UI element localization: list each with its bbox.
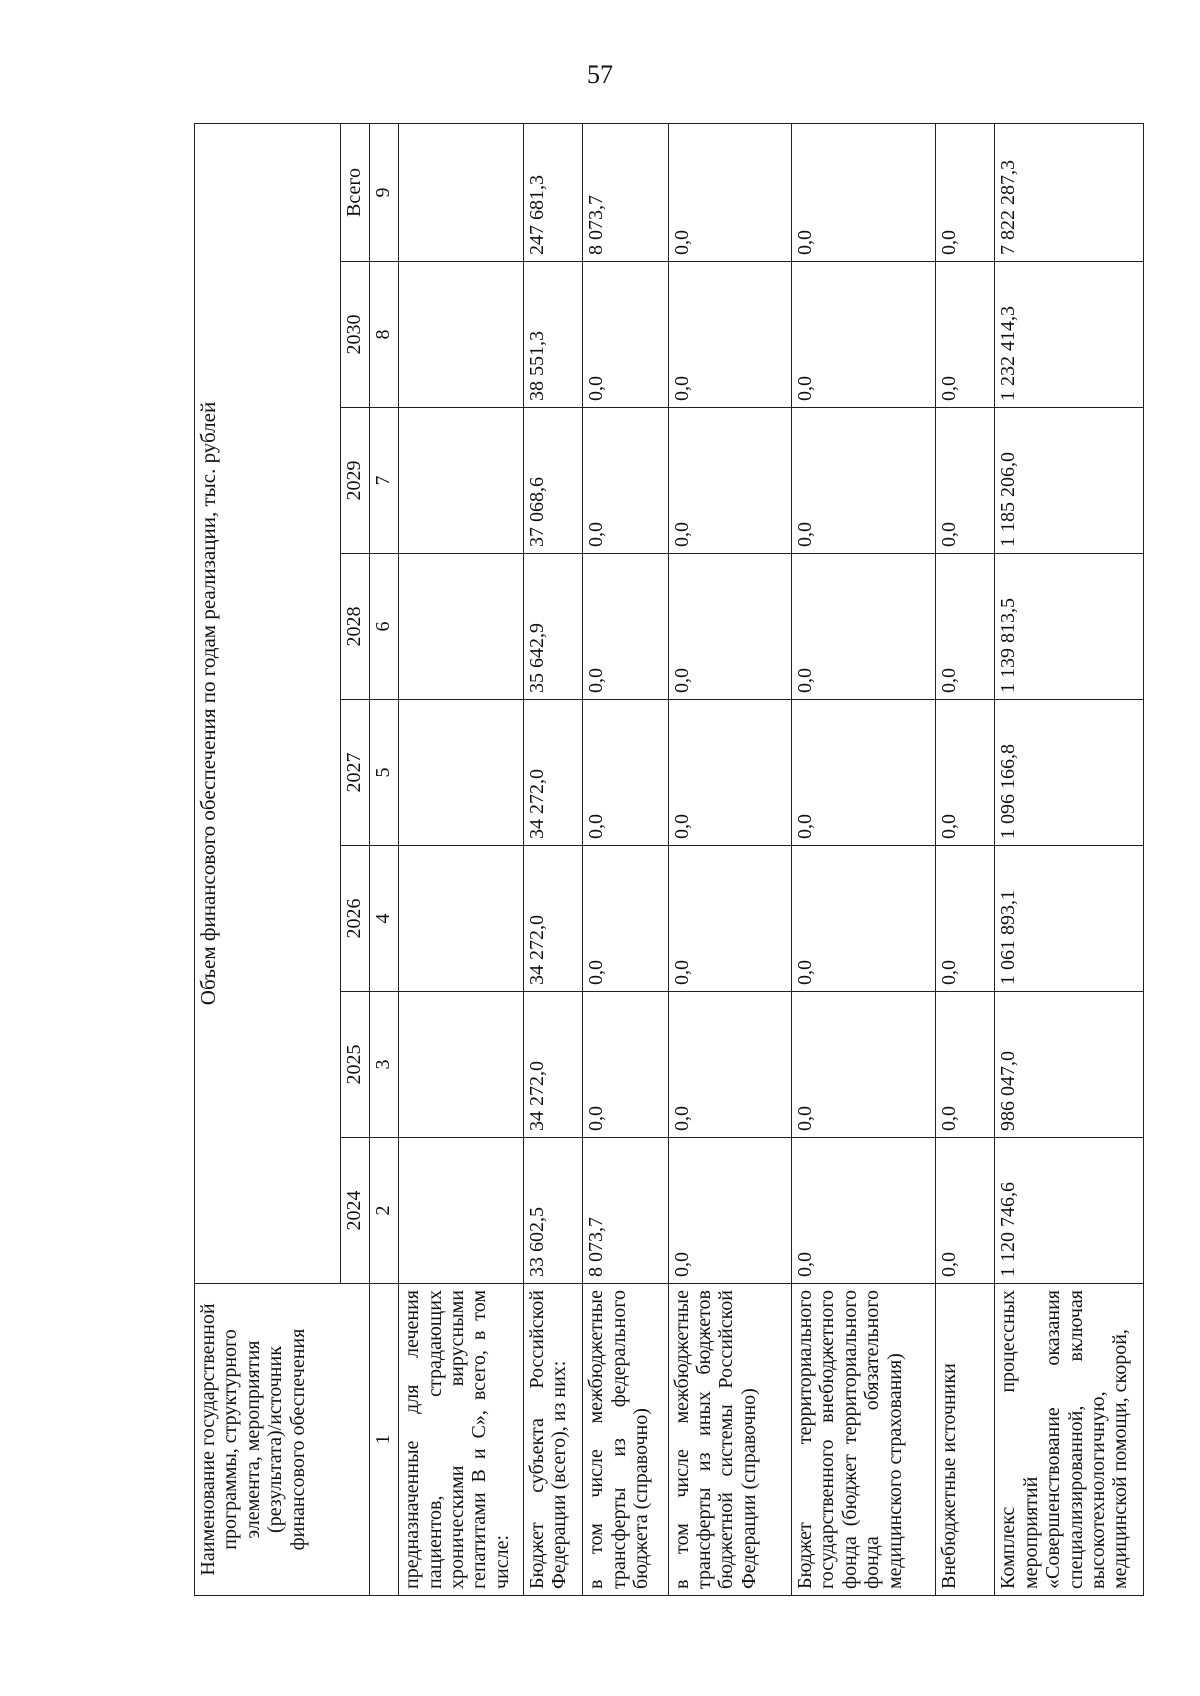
value-cell: 0,0: [583, 700, 668, 846]
table-row: [523, 123, 583, 1595]
value-cell: 986 047,0: [995, 992, 1144, 1138]
value-cell: 0,0: [583, 992, 668, 1138]
row-name: предназначенные для лечения пациентов, страдающих хроническими вирусными гепатитами В и С», всего, в том числе:: [399, 1284, 524, 1596]
column-number: 6: [370, 554, 399, 700]
value-cell: 0,0: [935, 262, 995, 408]
financing-table: [194, 123, 1144, 1596]
value-cell-total: 7 822 287,3: [995, 123, 1144, 261]
value-cell: 0,0: [668, 1138, 792, 1284]
year-cell: 2030: [340, 262, 369, 408]
value-cell: 0,0: [668, 992, 792, 1138]
value-cell-total: 0,0: [935, 123, 995, 261]
value-cell: 1 061 893,1: [995, 846, 1144, 992]
value-cell: 0,0: [583, 846, 668, 992]
value-cell: 0,0: [935, 408, 995, 554]
value-cell: 0,0: [935, 700, 995, 846]
rotated-table-container: [194, 124, 1144, 1596]
value-cell: 1 096 166,8: [995, 700, 1144, 846]
table-row: [935, 123, 995, 1595]
column-number: 1: [370, 1284, 399, 1596]
value-cell: 0,0: [583, 262, 668, 408]
year-cell: 2026: [340, 846, 369, 992]
value-cell: 0,0: [935, 846, 995, 992]
value-cell: 0,0: [792, 554, 936, 700]
value-cell: [399, 846, 524, 992]
column-number: 8: [370, 262, 399, 408]
value-cell: 0,0: [583, 554, 668, 700]
value-cell: 0,0: [668, 700, 792, 846]
value-cell: 37 068,6: [523, 408, 583, 554]
row-name: Комплекс процессных мероприятий «Совершенствование оказания специализированной, включая высокотехнологичную, медицинской помощи, скорой,: [995, 1284, 1144, 1596]
value-cell: [399, 262, 524, 408]
value-cell: 34 272,0: [523, 992, 583, 1138]
value-cell: 0,0: [792, 1138, 936, 1284]
header-span-cell: Объем финансового обеспечения по годам реализации, тыс. рублей: [195, 123, 341, 1283]
value-cell: 0,0: [792, 262, 936, 408]
table-row: [792, 123, 936, 1595]
value-cell: 1 120 746,6: [995, 1138, 1144, 1284]
column-number: 7: [370, 408, 399, 554]
row-name: Бюджет территориального государственного внебюджетного фонда (бюджет территориального фонда обязательного медицинского страхования): [792, 1284, 936, 1596]
year-cell: 2027: [340, 700, 369, 846]
value-cell: 0,0: [935, 1138, 995, 1284]
year-cell: 2029: [340, 408, 369, 554]
year-cell: 2028: [340, 554, 369, 700]
value-cell: 0,0: [792, 992, 936, 1138]
value-cell: 0,0: [668, 408, 792, 554]
value-cell: 38 551,3: [523, 262, 583, 408]
value-cell: 33 602,5: [523, 1138, 583, 1284]
year-cell: 2024: [340, 1138, 369, 1284]
value-cell: 0,0: [935, 554, 995, 700]
value-cell-total: 0,0: [792, 123, 936, 261]
table-row: [399, 123, 524, 1595]
table-row: [583, 123, 668, 1595]
column-number: 5: [370, 700, 399, 846]
value-cell: 1 139 813,5: [995, 554, 1144, 700]
page-number: 57: [587, 60, 613, 89]
row-name: в том числе межбюджетные трансферты из федерального бюджета (справочно): [583, 1284, 668, 1596]
row-name: в том числе межбюджетные трансферты из иных бюджетов бюджетной системы Российской Федерации (справочно): [668, 1284, 792, 1596]
value-cell: 0,0: [668, 262, 792, 408]
value-cell: 0,0: [668, 846, 792, 992]
value-cell: [399, 554, 524, 700]
row-name: Внебюджетные источники: [935, 1284, 995, 1596]
value-cell: [399, 408, 524, 554]
column-number: 4: [370, 846, 399, 992]
year-cell-total: Всего: [340, 123, 369, 261]
value-cell: 35 642,9: [523, 554, 583, 700]
value-cell: 0,0: [583, 408, 668, 554]
header-row: [195, 123, 341, 1595]
column-number: 2: [370, 1138, 399, 1284]
column-number: 3: [370, 992, 399, 1138]
value-cell-total: 0,0: [668, 123, 792, 261]
value-cell: 8 073,7: [583, 1138, 668, 1284]
value-cell: 0,0: [935, 992, 995, 1138]
header-name-cell: Наименование государственной программы, структурного элемента, мероприятия (результата)/источник финансового обеспечения: [195, 1284, 370, 1596]
value-cell: 0,0: [668, 554, 792, 700]
value-cell-total: 247 681,3: [523, 123, 583, 261]
year-cell: 2025: [340, 992, 369, 1138]
value-cell: 34 272,0: [523, 700, 583, 846]
value-cell-total: 8 073,7: [583, 123, 668, 261]
row-name: Бюджет субъекта Российской Федерации (всего), из них:: [523, 1284, 583, 1596]
column-numbers-row: [370, 123, 399, 1595]
value-cell: 0,0: [792, 408, 936, 554]
value-cell: 0,0: [792, 700, 936, 846]
table-row: [995, 123, 1144, 1595]
value-cell: 1 185 206,0: [995, 408, 1144, 554]
value-cell: 34 272,0: [523, 846, 583, 992]
value-cell: [399, 1138, 524, 1284]
table-row: [668, 123, 792, 1595]
value-cell: 1 232 414,3: [995, 262, 1144, 408]
value-cell: [399, 992, 524, 1138]
value-cell: [399, 700, 524, 846]
value-cell: [399, 123, 524, 261]
column-number: 9: [370, 123, 399, 261]
value-cell: 0,0: [792, 846, 936, 992]
